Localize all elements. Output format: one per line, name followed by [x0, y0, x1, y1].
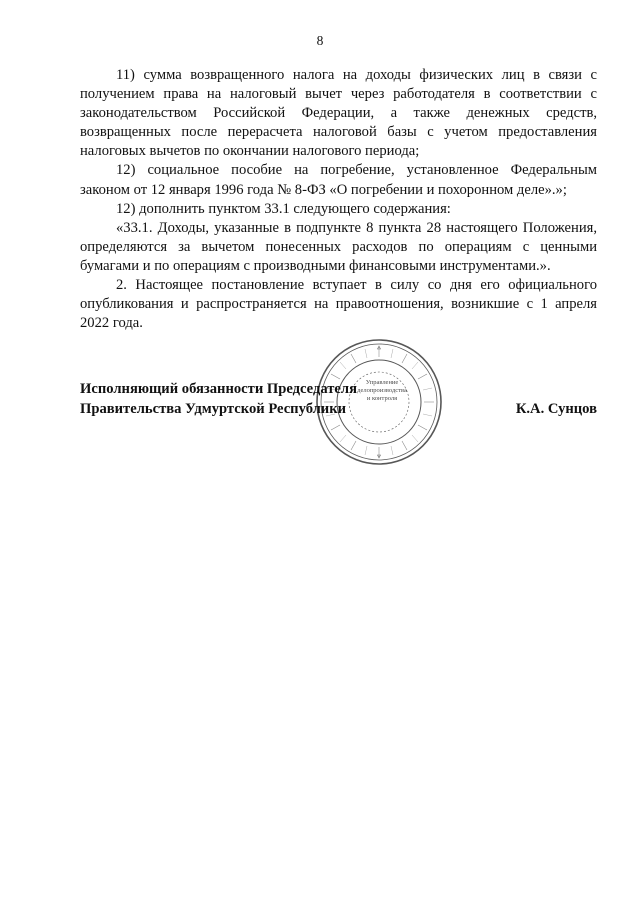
paragraph-effective-date: 2. Настоящее постановление вступает в силу со дня его официального опубликования и распространяется на правоотношения, возникшие с 1 апреля 2022 года. [80, 277, 597, 332]
position-line-2: Правительства Удмуртской Республики [80, 400, 347, 417]
seal-line-2: делопроизводства [357, 387, 407, 394]
paragraph-item-11: 11) сумма возвращенного налога на доходы физических лиц в связи с получением права на налоговый вычет через работодателя в соответствии с законодательством Российской Федерации, а также денежных средств, возвращенных после перерасчета налоговой базы с учетом предоставления налоговых вычетов по окончании налогового периода; [80, 67, 597, 160]
document-body [80, 66, 597, 333]
paragraph-item-12: 12) социальное пособие на погребение, установленное Федеральным законом от 12 января 1996 года № 8-ФЗ «О погребении и похоронном деле».»; [80, 162, 597, 198]
position-line-1: Исполняющий обязанности Председателя [80, 381, 357, 397]
page-number: 8 [316, 33, 324, 48]
signatory-name: К.А. Сунцов [515, 400, 597, 417]
paragraph-amendment-intro: 12) дополнить пунктом 33.1 следующего содержания: [116, 200, 451, 217]
signatory-position [80, 380, 440, 419]
seal-line-3: и контроля [366, 395, 398, 402]
seal-line-1: Управление [365, 379, 399, 386]
paragraph-clause-33-1: «33.1. Доходы, указанные в подпункте 8 пункта 28 настоящего Положения, определяются за вычетом понесенных расходов по операциям с ценными бумагами и по операциям с производными финансовыми инструментами.». [80, 219, 597, 274]
